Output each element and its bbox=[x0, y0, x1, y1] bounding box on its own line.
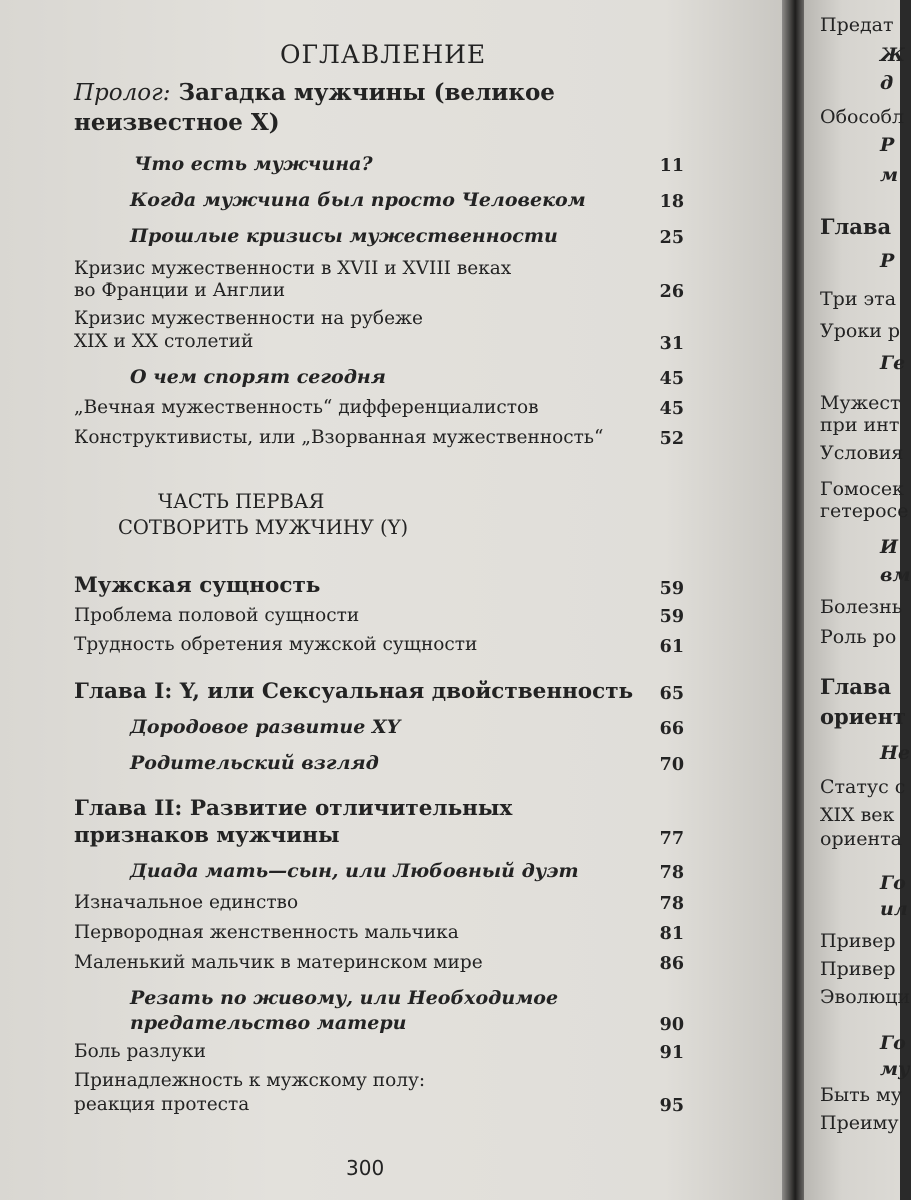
right-line: Гомосек bbox=[820, 478, 904, 500]
toc-entry[interactable] bbox=[74, 605, 684, 626]
toc-entry-text: Проблема половой сущности bbox=[74, 605, 360, 626]
right-line: Эволюци bbox=[820, 986, 911, 1008]
right-line: Быть му bbox=[820, 1084, 902, 1106]
toc-entry[interactable] bbox=[74, 573, 684, 598]
toc-entry-text: Трудность обретения мужской сущности bbox=[74, 634, 478, 655]
toc-entry-text: О чем спорят сегодня bbox=[130, 366, 386, 388]
right-line: Болезнь bbox=[820, 596, 903, 618]
toc-entry-line1: Принадлежность к мужскому полу: bbox=[74, 1070, 426, 1091]
toc-page-number: 78 bbox=[659, 894, 684, 914]
right-line: Привер bbox=[820, 958, 896, 980]
toc-entry-line1: Кризис мужественности на рубеже bbox=[74, 308, 423, 329]
toc-entry[interactable] bbox=[74, 331, 684, 352]
toc-entry-text: во Франции и Англии bbox=[74, 280, 286, 301]
toc-page-number: 52 bbox=[659, 429, 684, 449]
toc-entry-text: Мужская сущность bbox=[74, 573, 321, 598]
right-line: д bbox=[880, 72, 894, 94]
right-line: ориента bbox=[820, 828, 903, 850]
right-line: Условия bbox=[820, 442, 904, 464]
toc-entry-text: Дородовое развитие XY bbox=[130, 716, 401, 738]
toc-page-number: 11 bbox=[659, 156, 684, 176]
toc-title: ОГЛАВЛЕНИЕ bbox=[280, 40, 487, 69]
right-line: Преиму bbox=[820, 1112, 899, 1134]
toc-entry-text: Боль разлуки bbox=[74, 1041, 206, 1062]
prolog-heading bbox=[74, 79, 555, 106]
page-number: 300 bbox=[346, 1156, 385, 1180]
right-line: Предат bbox=[820, 14, 894, 36]
right-line: Уроки р bbox=[820, 320, 901, 342]
toc-page-number: 59 bbox=[659, 579, 684, 599]
right-line: Р bbox=[880, 134, 895, 156]
toc-page-number: 61 bbox=[659, 637, 684, 657]
toc-entry-text: Первородная женственность мальчика bbox=[74, 922, 459, 943]
right-line: при инт bbox=[820, 414, 900, 436]
prolog-label: Пролог: bbox=[74, 80, 171, 106]
part-subtitle: СОТВОРИТЬ МУЖЧИНУ (Y) bbox=[118, 516, 409, 539]
toc-entry-text: Конструктивисты, или „Взорванная мужественность“ bbox=[74, 427, 604, 448]
toc-page-number: 45 bbox=[659, 369, 684, 389]
book-page-right bbox=[804, 0, 911, 1200]
right-line: Ж bbox=[880, 44, 905, 66]
toc-entry[interactable] bbox=[74, 716, 684, 738]
toc-page-number: 18 bbox=[659, 192, 684, 212]
toc-chapter-line1: Глава II: Развитие отличительных bbox=[74, 796, 513, 821]
right-line: Привер bbox=[820, 930, 896, 952]
right-line: м bbox=[880, 164, 899, 186]
toc-entry[interactable] bbox=[74, 860, 684, 882]
toc-entry-text: XIX и XX столетий bbox=[74, 331, 254, 352]
right-line: Мужест bbox=[820, 392, 901, 414]
toc-entry[interactable] bbox=[74, 397, 684, 418]
toc-entry-text: Маленький мальчик в материнском мире bbox=[74, 952, 483, 973]
toc-entry-text: Когда мужчина был просто Человеком bbox=[130, 189, 586, 211]
toc-page-number: 78 bbox=[659, 863, 684, 883]
toc-page-number: 59 bbox=[659, 607, 684, 627]
toc-entry-text: Изначальное единство bbox=[74, 892, 299, 913]
toc-entry-text: Родительский взгляд bbox=[130, 752, 379, 774]
right-line: Глава bbox=[820, 674, 892, 699]
toc-page-number: 26 bbox=[659, 282, 684, 302]
toc-entry[interactable] bbox=[74, 1041, 684, 1062]
toc-entry-text: Что есть мужчина? bbox=[134, 153, 373, 175]
right-line: Не bbox=[880, 742, 911, 764]
toc-entry[interactable] bbox=[74, 892, 684, 913]
right-line: Го bbox=[880, 1032, 906, 1054]
right-line: вм bbox=[880, 564, 911, 586]
toc-entry-line1: Резать по живому, или Необходимое bbox=[130, 987, 559, 1009]
prolog-line2: неизвестное X) bbox=[74, 109, 280, 136]
toc-page-number: 70 bbox=[659, 755, 684, 775]
right-line: XIX век bbox=[820, 804, 895, 826]
toc-page-number: 90 bbox=[659, 1015, 684, 1035]
toc-entry-text: реакция протеста bbox=[74, 1094, 250, 1115]
toc-entry[interactable] bbox=[74, 952, 684, 973]
right-line: Статус с bbox=[820, 776, 906, 798]
toc-entry[interactable] bbox=[74, 634, 684, 655]
toc-page-number: 77 bbox=[659, 829, 684, 849]
right-line: Ге bbox=[880, 352, 906, 374]
right-line: Го bbox=[880, 872, 906, 894]
book-gutter bbox=[782, 0, 804, 1200]
toc-page-number: 65 bbox=[659, 684, 684, 704]
right-line: Роль ро bbox=[820, 626, 897, 648]
right-line: Р bbox=[880, 250, 895, 272]
toc-entry-text: Прошлые кризисы мужественности bbox=[130, 225, 558, 247]
toc-page-number: 81 bbox=[659, 924, 684, 944]
toc-entry[interactable] bbox=[74, 280, 684, 301]
right-line: гетеросе bbox=[820, 500, 909, 522]
toc-entry-text: Диада мать—сын, или Любовный дуэт bbox=[130, 860, 579, 882]
part-title: ЧАСТЬ ПЕРВАЯ bbox=[158, 490, 325, 513]
toc-entry[interactable] bbox=[74, 225, 684, 247]
right-line: И bbox=[880, 536, 898, 558]
right-line: ориент bbox=[820, 704, 907, 729]
toc-entry[interactable] bbox=[74, 823, 684, 848]
toc-page-number: 66 bbox=[659, 719, 684, 739]
toc-page-number: 86 bbox=[659, 954, 684, 974]
toc-entry-line1: Кризис мужественности в XVII и XVIII веках bbox=[74, 258, 512, 279]
toc-page-number: 45 bbox=[659, 399, 684, 419]
right-line: Обособл bbox=[820, 106, 905, 128]
toc-entry[interactable] bbox=[74, 153, 684, 175]
toc-entry[interactable] bbox=[74, 752, 684, 774]
toc-entry-text: предательство матери bbox=[130, 1012, 407, 1034]
toc-page-number: 25 bbox=[659, 228, 684, 248]
prolog-line1: Загадка мужчины (великое bbox=[178, 79, 555, 106]
toc-entry[interactable] bbox=[74, 1012, 684, 1034]
toc-entry[interactable] bbox=[74, 189, 684, 211]
toc-page-number: 95 bbox=[659, 1096, 684, 1116]
toc-entry[interactable] bbox=[74, 922, 684, 943]
right-line: Глава bbox=[820, 214, 892, 239]
toc-page-number: 91 bbox=[659, 1043, 684, 1063]
toc-entry[interactable] bbox=[74, 1094, 684, 1115]
toc-entry[interactable] bbox=[74, 427, 684, 448]
right-line: му bbox=[880, 1058, 910, 1080]
toc-entry-text: „Вечная мужественность“ дифференциалистов bbox=[74, 397, 539, 418]
right-line: ил bbox=[880, 898, 908, 920]
toc-page-number: 31 bbox=[659, 334, 684, 354]
toc-entry-text: признаков мужчины bbox=[74, 823, 340, 848]
toc-entry-text: Глава I: Y, или Сексуальная двойственность bbox=[74, 679, 634, 704]
toc-entry[interactable] bbox=[74, 366, 684, 388]
right-line: Три эта bbox=[820, 288, 897, 310]
toc-entry[interactable] bbox=[74, 679, 684, 704]
